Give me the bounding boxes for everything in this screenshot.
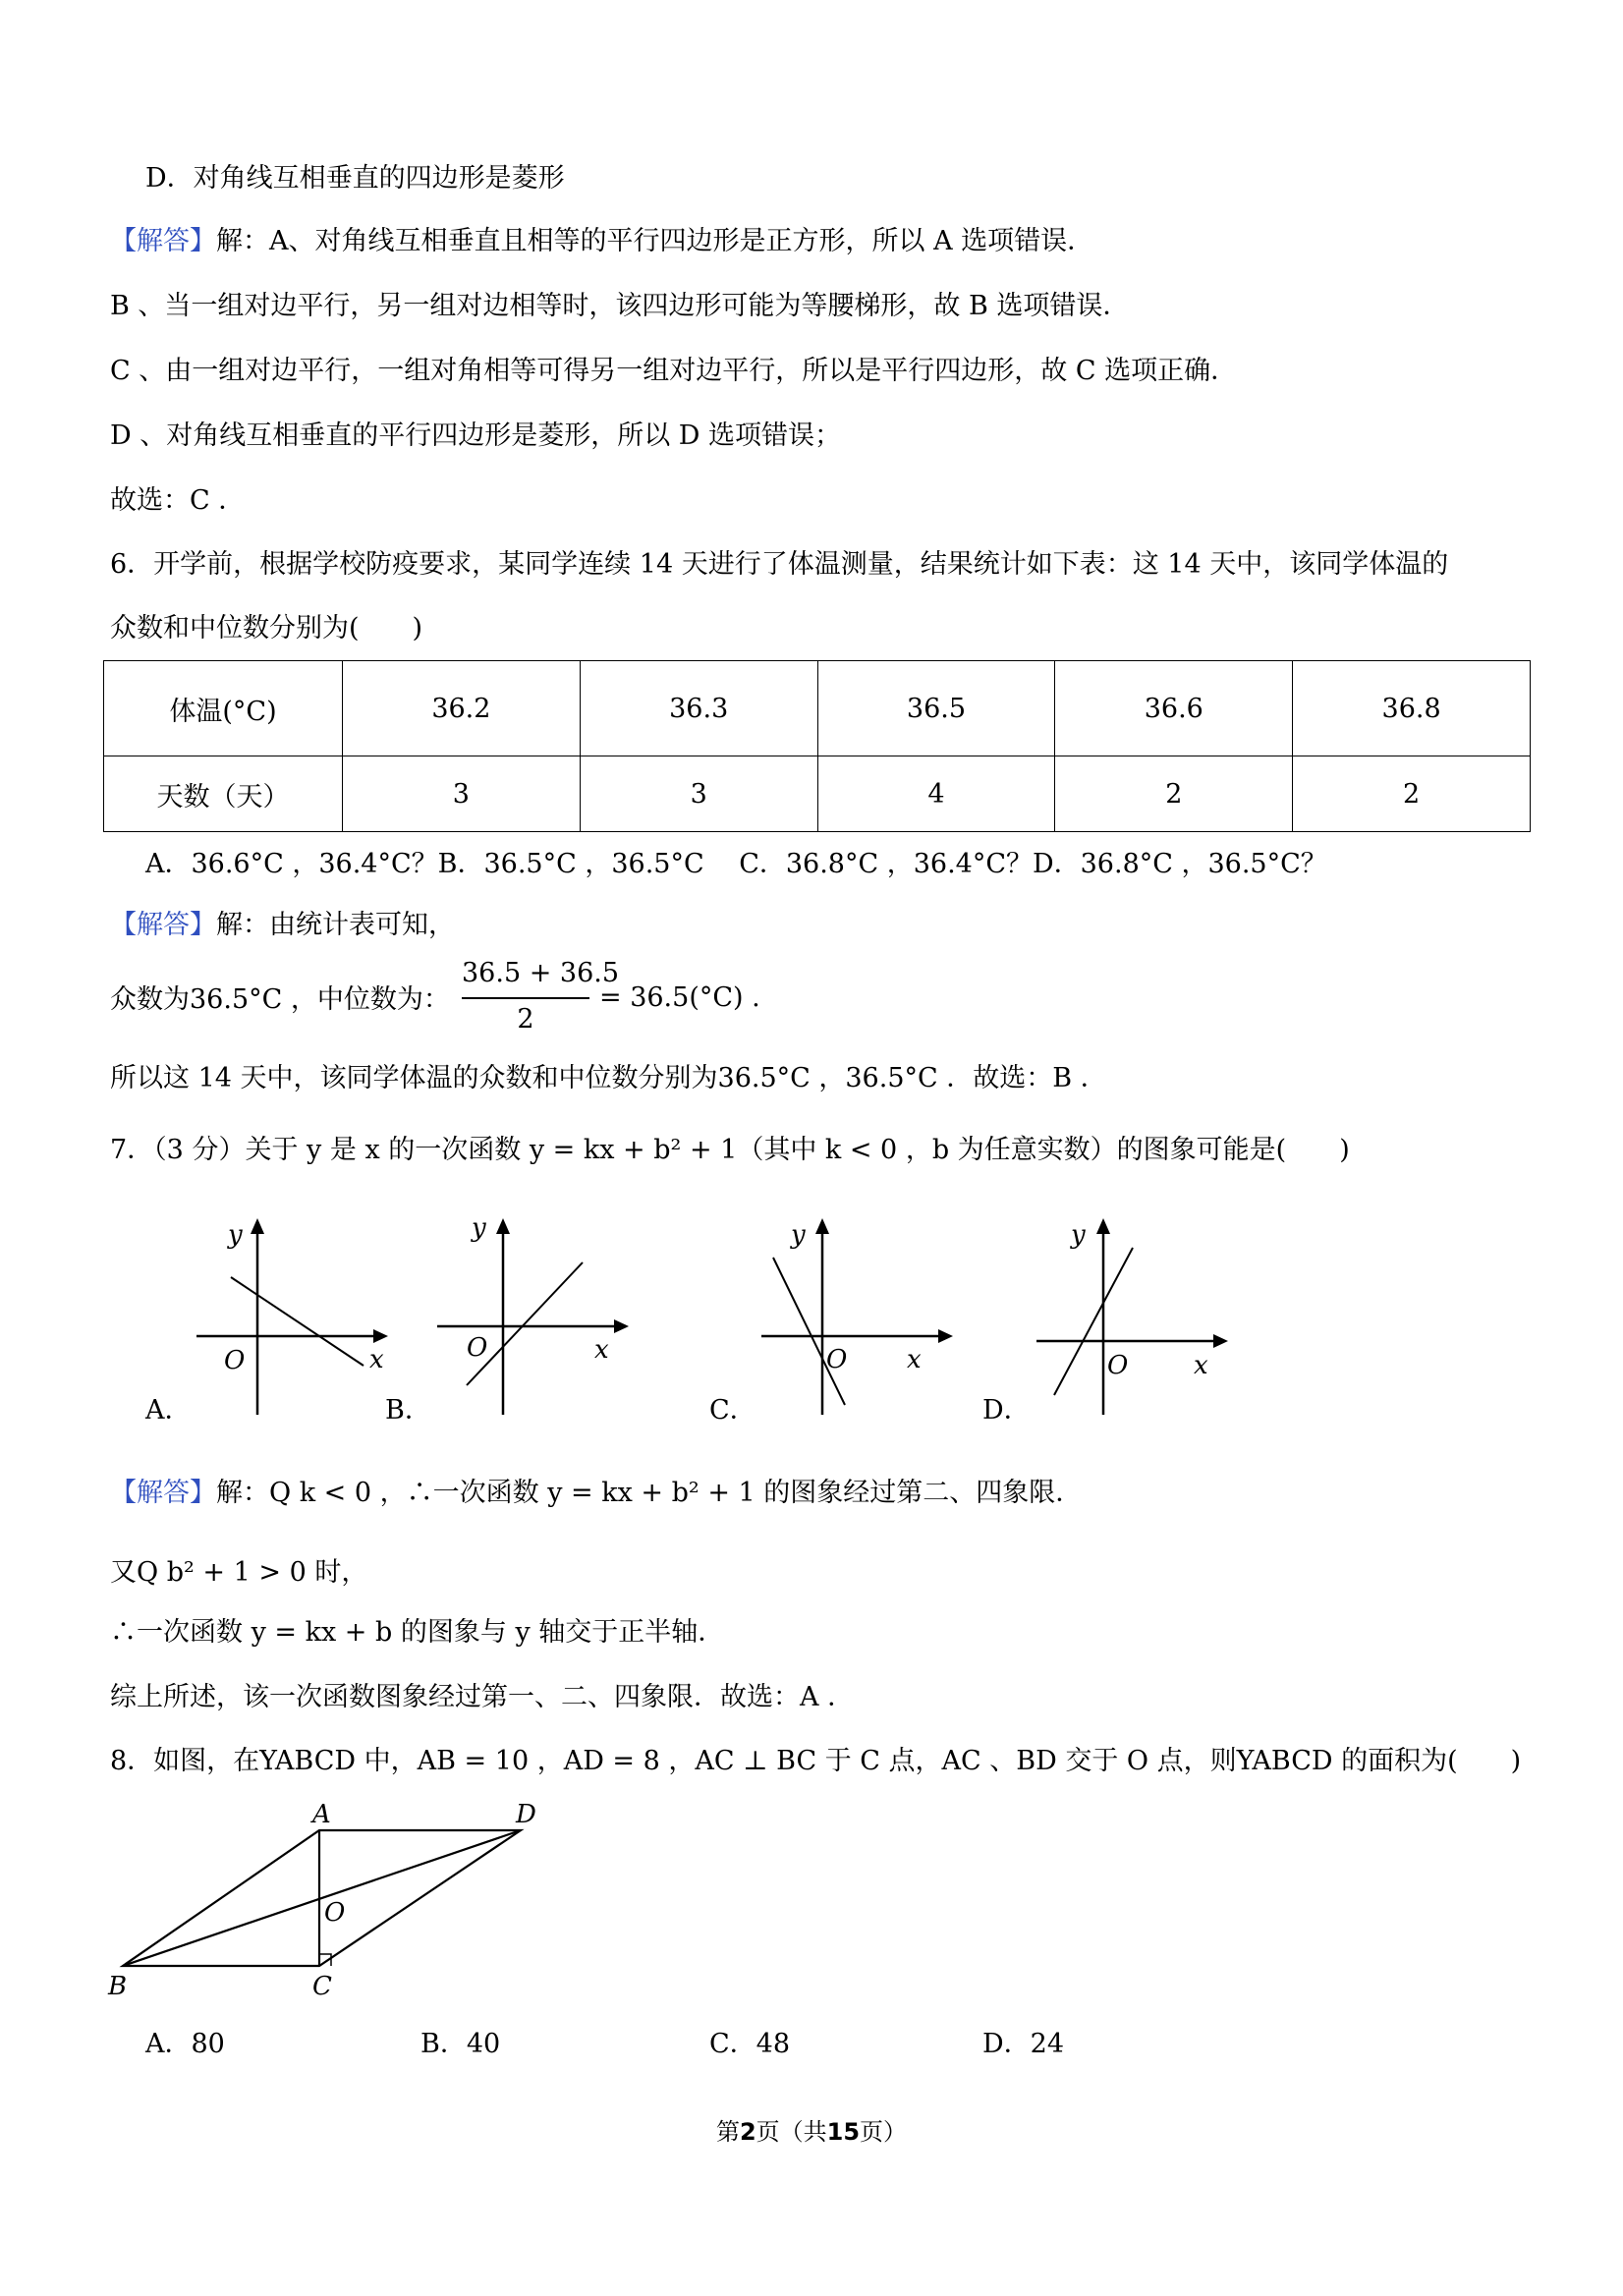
axis-x-label: x [1194,1351,1208,1380]
q5-answer [110,224,1093,259]
axis-y-label: y [472,1213,486,1243]
answer-tag: 【解答】 [110,1478,216,1508]
footer-prefix: 第 [715,2118,740,2146]
q8-option-d: D．24 [982,2029,1065,2059]
parallelogram-figure [98,1793,570,2004]
graph-d [1027,1208,1243,1425]
axis-x-label: x [369,1345,384,1374]
q6-stem-line1: 6．开学前，根据学校防疫要求，某同学连续 14 天进行了体温测量，结果统计如下表：这 14 天中，该同学体温的 [110,549,1449,580]
temperature-table [103,660,1531,832]
q6-answer-line1: 解：由统计表可知， [216,910,455,940]
point-d-label: D [516,1800,536,1829]
point-a-label: A [312,1800,331,1829]
table-row [104,661,1531,756]
table-cell: 2 [1293,756,1531,832]
graph-a-label: A． [145,1395,192,1426]
fraction-denominator: 2 [517,1004,534,1035]
q7-answer [110,1476,1082,1511]
q8-option-a: A．80 [145,2029,225,2059]
q6-options: A．36.6°C ，36.4°C？B．36.5°C ，36.5°C C．36.8°C ，36.4°C？D．36.8°C ，36.5°C？ [145,849,1327,879]
q6-answer-line3: 所以这 14 天中，该同学体温的众数和中位数分别为36.5°C ，36.5°C ．故选：B ． [110,1063,1107,1093]
table-cell: 36.8 [1293,661,1531,756]
footer-total-pages: 15 [826,2118,861,2146]
answer-tag: 【解答】 [110,910,216,940]
footer-middle: 页（共 [756,2118,827,2146]
footer-page-number: 2 [739,2118,756,2146]
axis-y-label: y [1071,1220,1086,1250]
graph-c [752,1208,968,1425]
page-footer [0,2112,1623,2147]
axis-x-label: x [907,1345,922,1374]
graph-d-label: D． [982,1395,1031,1426]
table-cell: 4 [817,756,1055,832]
fraction-numerator: 36.5 + 36.5 [462,958,620,988]
answer-tag: 【解答】 [110,226,216,256]
q6-stem-line2: 众数和中位数分别为( ) [110,613,423,644]
table-row [104,756,1531,832]
point-c-label: C [312,1972,332,2001]
table-cell: 2 [1055,756,1293,832]
q8-option-b: B．40 [420,2029,501,2059]
q5-answer-line3: C 、由一组对边平行，一组对角相等可得另一组对边平行，所以是平行四边形，故 C 选项正确． [110,356,1238,386]
origin-label: O [224,1346,246,1375]
q7-answer-line3: ∴一次函数 y = kx + b 的图象与 y 轴交于正半轴． [110,1617,725,1648]
table-cell: 36.5 [817,661,1055,756]
origin-label: O [1107,1351,1129,1380]
axis-y-label: y [791,1220,806,1250]
origin-label: O [826,1345,848,1374]
q7-answer-line1: 解：Q k < 0 ，∴一次函数 y = kx + b² + 1 的图象经过第二、四象限． [216,1478,1083,1508]
table-cell: 36.3 [580,661,817,756]
table-cell: 3 [343,756,581,832]
q8-option-c: C．48 [709,2029,791,2059]
q6-answer-line2: 众数为36.5°C ，中位数为： [110,984,450,1015]
graph-a [187,1208,403,1425]
table-cell: 3 [580,756,817,832]
table-cell: 36.6 [1055,661,1293,756]
q6-answer [110,908,455,943]
q7-stem: 7．（3 分）关于 y 是 x 的一次函数 y = kx + b² + 1（其中 k < 0 ，b 为任意实数）的图象可能是( ) [110,1135,1350,1165]
q5-answer-line2: B 、当一组对边平行，另一组对边相等时，该四边形可能为等腰梯形，故 B 选项错误． [110,291,1130,321]
q5-answer-line1: 解：A、对角线互相垂直且相等的平行四边形是正方形，所以 A 选项错误． [216,226,1094,256]
q5-answer-line4: D 、对角线互相垂直的平行四边形是菱形，所以 D 选项错误； [110,420,842,451]
table-header-days: 天数（天） [104,756,343,832]
table-header-temp: 体温(°C) [104,661,343,756]
graph-b-label: B． [385,1395,431,1426]
footer-suffix: 页） [860,2118,908,2146]
graph-b [427,1208,644,1425]
point-o-label: O [324,1898,346,1928]
q5-option-d: D．对角线互相垂直的四边形是菱形 [145,163,565,194]
table-cell: 36.2 [343,661,581,756]
q7-answer-line2: 又Q b² + 1 > 0 时， [110,1557,368,1588]
fraction-result: = 36.5(°C) . [599,982,760,1013]
graph-c-label: C． [709,1395,756,1426]
axis-x-label: x [594,1335,609,1365]
q7-answer-line4: 综上所述，该一次函数图象经过第一、二、四象限．故选：A ． [110,1682,855,1712]
point-b-label: B [108,1972,128,2001]
axis-y-label: y [228,1220,243,1250]
fraction-bar [462,997,589,999]
q8-stem: 8．如图，在YABCD 中，AB = 10 ，AD = 8 ，AC ⊥ BC 于 C 点，AC 、BD 交于 O 点，则YABCD 的面积为( ) [110,1746,1522,1776]
origin-label: O [467,1333,488,1363]
q5-conclusion: 故选：C ． [110,485,246,516]
